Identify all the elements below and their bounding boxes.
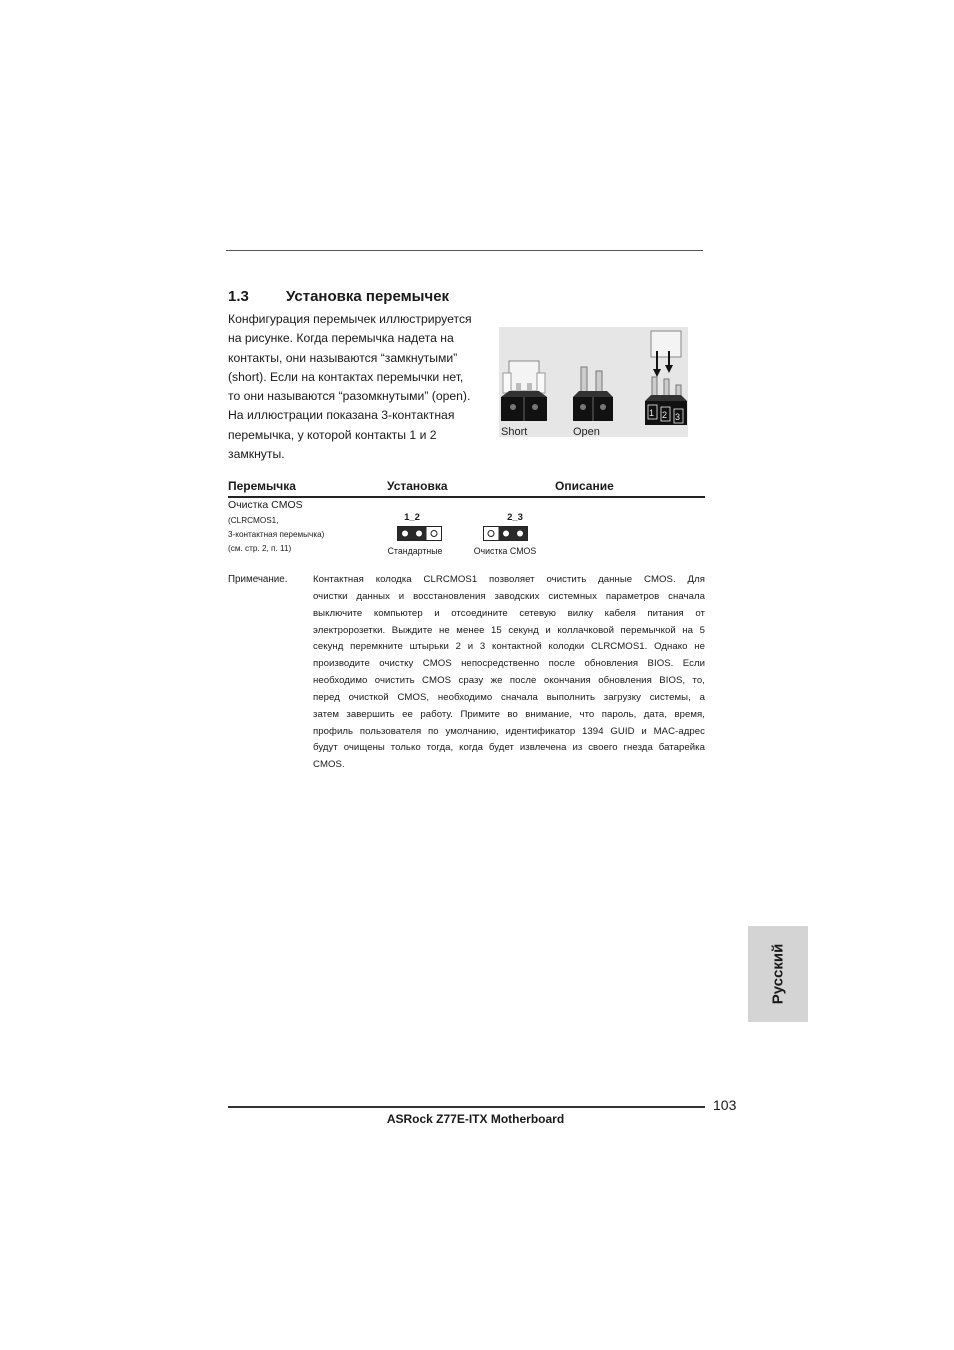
default-setting-caption: Стандартные — [387, 546, 443, 556]
language-side-tab — [748, 926, 808, 1022]
clear-setting-label: 2_3 — [507, 512, 523, 523]
language-tab-label: Русский — [769, 943, 787, 1005]
clear-cmos-jumper-icon — [483, 526, 528, 546]
note-line: перед очисткой CMOS, необходимо сначала выполнить загрузку системы, а — [313, 691, 705, 703]
note-line: будут очищены только тогда, когда будет извлечена из своего гнезда батарейка — [313, 742, 705, 754]
short-label: Short — [501, 426, 528, 437]
intro-line: на рисунке. Когда перемычка надета на — [228, 331, 454, 346]
intro-line: перемычка, у которой контакты 1 и 2 — [228, 427, 437, 442]
jumper-name: Очистка CMOS — [228, 499, 303, 511]
jumper-sub: (см. стр. 2, п. 11) — [228, 544, 292, 553]
note-line: выключите компьютер и отсоедините сетевую вилку кабеля питания от — [313, 607, 705, 619]
note-line: CMOS. — [313, 759, 345, 771]
open-jumper-graphic — [573, 367, 613, 421]
top-rule — [226, 250, 703, 251]
note-line: Контактная колодка CLRCMOS1 позволяет очистить данные CMOS. Для — [313, 574, 705, 585]
intro-line: (short). Если на контактах перемычки нет, — [228, 369, 464, 384]
default-setting-label: 1_2 — [404, 512, 420, 523]
intro-line: то они называются “разомкнутыми” (open). — [228, 389, 471, 404]
note-line: необходимо очистить CMOS сразу же после окончания обновления BIOS, то, — [313, 675, 705, 687]
intro-line: замкнуты. — [228, 447, 285, 462]
footer-rule — [228, 1106, 705, 1108]
default-jumper-icon — [397, 526, 442, 546]
page-number: 103 — [713, 1097, 737, 1113]
section-number: 1.3 — [228, 288, 249, 305]
note-line: профиль пользователя по умолчанию, идентификатор 1394 GUID и MAC-адрес — [313, 725, 705, 737]
note-label: Примечание. — [228, 574, 288, 585]
section-title: Установка перемычек — [286, 288, 450, 305]
jumper-sub: (CLRCMOS1, — [228, 516, 279, 525]
table-header-description: Описание — [555, 479, 614, 493]
pin-number: 1 — [649, 408, 655, 418]
note-line: затем завершить ее работу. Примите во внимание, что пароль, дата, время, — [313, 708, 705, 720]
intro-line: контакты, они называются “замкнутыми” — [228, 350, 458, 365]
intro-paragraph — [228, 310, 490, 464]
intro-line: Конфигурация перемычек иллюстрируется — [228, 312, 472, 326]
note-line: секунд перемкните штырьки 2 и 3 контактной колодки CLRCMOS1. Однако не — [313, 641, 705, 653]
jumper-figure-svg — [499, 327, 688, 437]
jumper-illustration — [499, 327, 688, 437]
clear-setting-caption: Очистка CMOS — [473, 546, 537, 556]
table-header-jumper: Перемычка — [228, 479, 296, 493]
pin-number: 3 — [675, 412, 681, 422]
footer-title: ASRock Z77E-ITX Motherboard — [386, 1112, 565, 1126]
short-jumper-graphic — [501, 361, 547, 421]
pin-number: 2 — [662, 410, 668, 420]
three-pin-jumper-graphic — [645, 331, 687, 425]
table-header-setting: Установка — [387, 479, 448, 493]
note-line: производите очистку CMOS непосредственно после обновления BIOS. Если — [313, 658, 705, 670]
intro-line: На иллюстрации показана 3-контактная — [228, 408, 455, 423]
note-body — [313, 572, 705, 774]
note-line: очистки данных и восстановления заводских системных параметров сначала — [313, 590, 705, 602]
note-line: электророзетки. Выждите не менее 15 секунд и коллачковой перемычкой на 5 — [313, 624, 705, 636]
jumper-sub: 3-контактная перемычка) — [228, 530, 325, 539]
table-header-rule — [228, 496, 705, 498]
open-label: Open — [573, 426, 600, 437]
